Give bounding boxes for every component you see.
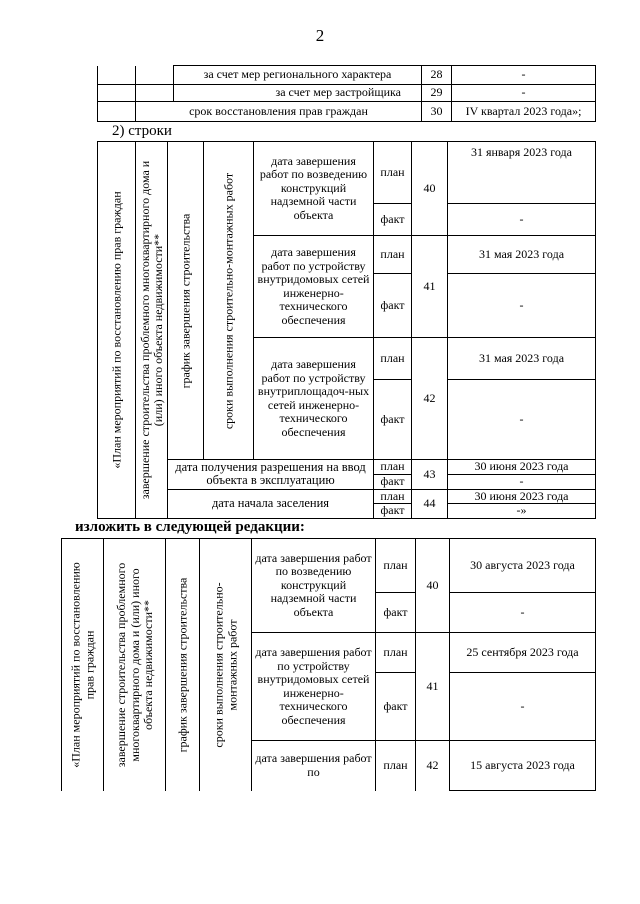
fact-label: факт bbox=[374, 380, 412, 460]
section-heading: 2) строки bbox=[112, 123, 172, 139]
plan-value: 31 мая 2023 года bbox=[448, 338, 596, 380]
plan-value: 30 июня 2023 года bbox=[448, 460, 596, 475]
plan-label: план bbox=[374, 142, 412, 204]
old-rows-table bbox=[97, 141, 596, 519]
plan-label: план bbox=[374, 338, 412, 380]
plan-label: план bbox=[376, 633, 416, 673]
top-table bbox=[97, 65, 596, 122]
page-number: 2 bbox=[315, 26, 325, 45]
plan-value: 15 августа 2023 года bbox=[450, 741, 596, 791]
vertical-label-terms: сроки выполнения строительно- монтажных работ bbox=[200, 539, 252, 791]
row-number: 42 bbox=[416, 741, 450, 791]
row-description: дата завершения работ по устройству внутридомовых сетей инженерно-технического обеспечения bbox=[254, 236, 374, 338]
row-number: 43 bbox=[412, 460, 448, 490]
table-row bbox=[62, 539, 596, 593]
row-description: дата завершения работ по возведению конструкций надземной части объекта bbox=[254, 142, 374, 236]
table-row bbox=[98, 489, 596, 504]
row-number: 29 bbox=[422, 85, 452, 102]
row-description: дата начала заселения bbox=[168, 489, 374, 518]
table-row bbox=[98, 460, 596, 475]
fact-value: - bbox=[450, 673, 596, 741]
row-value: - bbox=[452, 66, 596, 85]
table-row bbox=[98, 102, 596, 122]
row-label: за счет мер регионального характера bbox=[174, 66, 422, 85]
fact-value: - bbox=[448, 380, 596, 460]
row-value: IV квартал 2023 года»; bbox=[452, 102, 596, 122]
row-label: за счет мер застройщика bbox=[174, 85, 422, 102]
row-description: дата получения разрешения на ввод объекта в эксплуатацию bbox=[168, 460, 374, 490]
row-description: дата завершения работ по возведению конструкций надземной части объекта bbox=[252, 539, 376, 633]
plan-value: 25 сентября 2023 года bbox=[450, 633, 596, 673]
table-row bbox=[98, 85, 596, 102]
fact-label: факт bbox=[374, 204, 412, 236]
row-description: дата завершения работ по устройству внутриплощадоч-ных сетей инженерно-технического обеспечения bbox=[254, 338, 374, 460]
fact-label: факт bbox=[374, 475, 412, 490]
row-number: 42 bbox=[412, 338, 448, 460]
fact-label: факт bbox=[376, 593, 416, 633]
vertical-label-plan: «План мероприятий по восстановлению прав граждан bbox=[98, 142, 136, 519]
fact-value: - bbox=[448, 204, 596, 236]
row-number: 28 bbox=[422, 66, 452, 85]
fact-label: факт bbox=[374, 504, 412, 519]
plan-value: 30 июня 2023 года bbox=[448, 489, 596, 504]
vertical-label-terms: сроки выполнения строительно-монтажных работ bbox=[204, 142, 254, 460]
vertical-label-schedule: график завершения строительства bbox=[166, 539, 200, 791]
plan-label: план bbox=[374, 460, 412, 475]
plan-value: 31 мая 2023 года bbox=[448, 236, 596, 274]
fact-label: факт bbox=[374, 274, 412, 338]
plan-label: план bbox=[376, 539, 416, 593]
row-value: - bbox=[452, 85, 596, 102]
row-number: 44 bbox=[412, 489, 448, 518]
table-row bbox=[98, 142, 596, 204]
vertical-label-schedule: график завершения строительства bbox=[168, 142, 204, 460]
fact-value: - bbox=[448, 475, 596, 490]
new-rows-table bbox=[61, 538, 596, 791]
fact-value: -» bbox=[448, 504, 596, 519]
fact-label: факт bbox=[376, 673, 416, 741]
vertical-label-completion: завершение строительства проблемного многоквартирного дома и (или) иного объекта недвижимости** bbox=[136, 142, 168, 519]
row-number: 40 bbox=[412, 142, 448, 236]
row-description: дата завершения работ по устройству внутридомовых сетей инженерно-технического обеспечения bbox=[252, 633, 376, 741]
fact-value: - bbox=[448, 274, 596, 338]
row-number: 40 bbox=[416, 539, 450, 633]
table-row bbox=[98, 66, 596, 85]
section-heading-new: изложить в следующей редакции: bbox=[75, 519, 305, 535]
plan-value: 31 января 2023 года bbox=[448, 142, 596, 204]
row-number: 41 bbox=[416, 633, 450, 741]
vertical-label-completion: завершение строительства проблемного многоквартирного дома и (или) иного объекта недвижимости** bbox=[104, 539, 166, 791]
row-label: срок восстановления прав граждан bbox=[136, 102, 422, 122]
plan-label: план bbox=[376, 741, 416, 791]
fact-value: - bbox=[450, 593, 596, 633]
row-number: 30 bbox=[422, 102, 452, 122]
row-number: 41 bbox=[412, 236, 448, 338]
plan-label: план bbox=[374, 489, 412, 504]
plan-label: план bbox=[374, 236, 412, 274]
plan-value: 30 августа 2023 года bbox=[450, 539, 596, 593]
row-description: дата завершения работ по bbox=[252, 741, 376, 791]
vertical-label-plan: «План мероприятий по восстановлению прав граждан bbox=[62, 539, 104, 791]
